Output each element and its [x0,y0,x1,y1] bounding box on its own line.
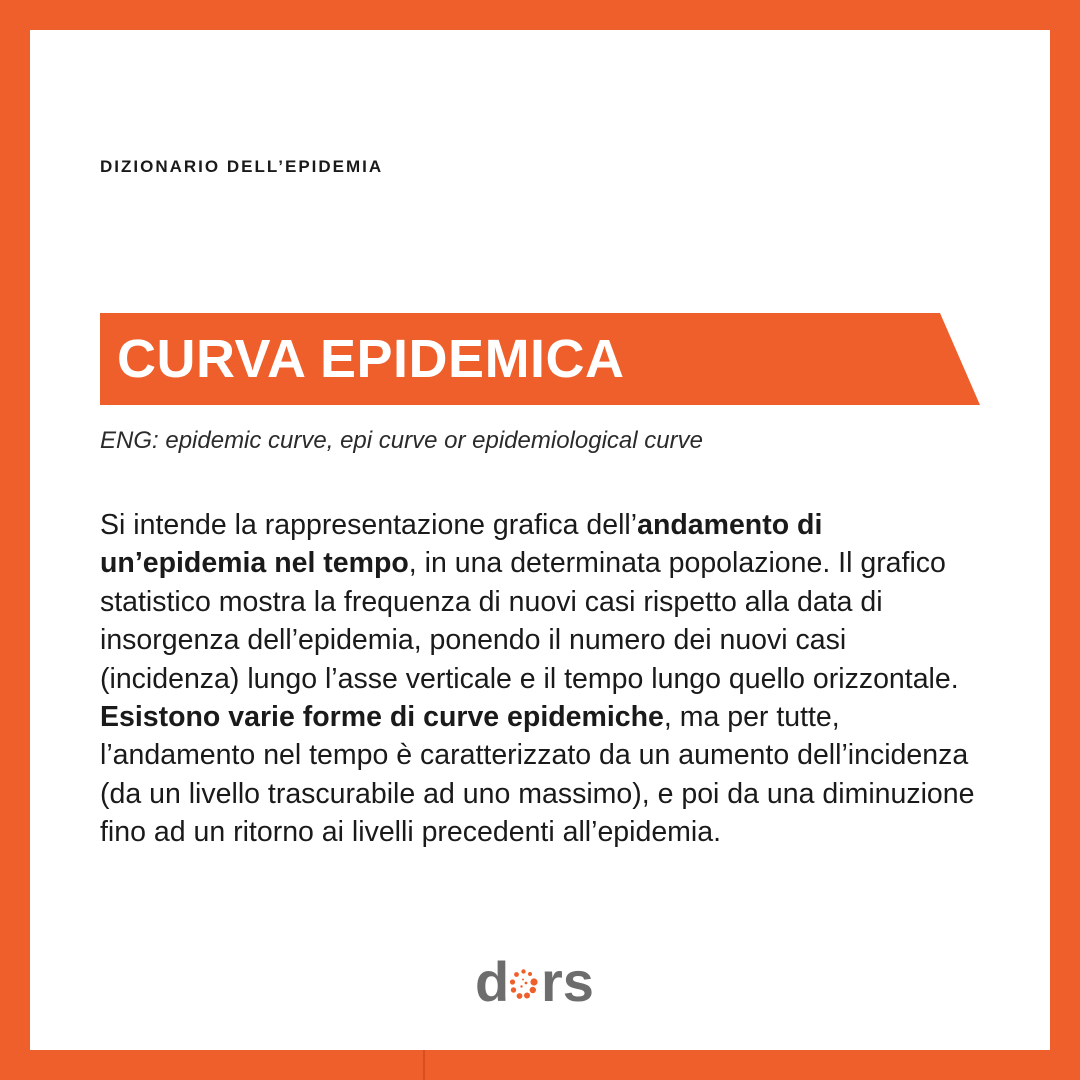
logo-letters-rs: rs [541,955,594,1010]
logo-dots-o [510,969,538,999]
logo-letter-d: d [475,955,510,1010]
definition-text-2: , in una determinata popolazione. Il grafico statistico mostra la frequenza di nuovi casi rispetto alla data di insorgenza dell’epidemia, ponendo il numero dei nuovi casi (incidenza) lungo l’asse verticale e il tempo lungo quello orizzontale. [100,547,959,695]
definition-highlight-2: Esistono varie forme di curve epidemiche [100,701,664,734]
english-translation: ENG: epidemic curve, epi curve or epidemiological curve [100,427,703,454]
definition-text-1: Si intende la rappresentazione grafica dell’ [100,509,638,541]
frame-divider [423,1050,425,1080]
dors-logo [475,955,610,1010]
term-title: CURVA EPIDEMICA [117,329,625,389]
definition-highlight-1: andamento di un’epidemia nel tempo [100,509,823,580]
section-kicker: DIZIONARIO DELL’EPIDEMIA [100,157,384,176]
title-banner [100,313,980,405]
definition-text-3: , ma per tutte, l’andamento nel tempo è caratterizzato da un aumento dell’incidenza (da un livello trascurabile ad uno massimo), e poi da una diminuzione fino ad un ritorno ai livelli precedenti all’epidemia. [100,701,975,849]
definition-text [100,506,985,852]
